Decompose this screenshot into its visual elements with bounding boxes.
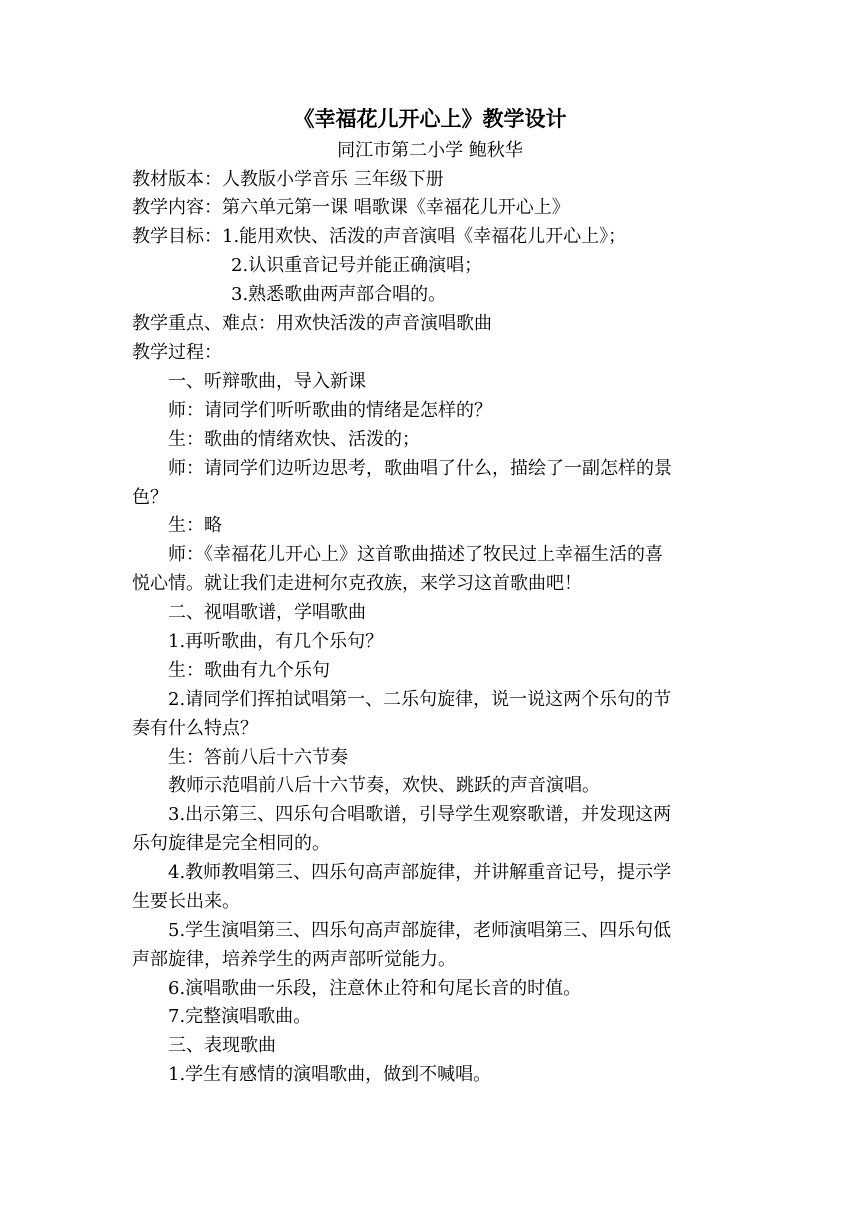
goal-line-2: 2.认识重音记号并能正确演唱； (231, 255, 483, 276)
section-heading-1: 一、听辩歌曲，导入新课 (168, 371, 366, 392)
paragraph-line: 1.再听歌曲，有几个乐句？ (168, 631, 384, 652)
paragraph-line: 乐句旋律是完全相同的。 (132, 833, 330, 854)
textbook-version-line: 教材版本：人教版小学音乐 三年级下册 (132, 169, 444, 190)
author-line: 同江市第二小学 鲍秋华 (337, 140, 523, 161)
paragraph-line: 师：请同学们听听歌曲的情绪是怎样的？ (168, 400, 492, 421)
paragraph-line: 教师示范唱前八后十六节奏，欢快、跳跃的声音演唱。 (168, 775, 600, 796)
paragraph-line: 生：答前八后十六节奏 (168, 747, 348, 768)
key-points-line: 教学重点、难点：用欢快活泼的声音演唱歌曲 (132, 313, 492, 334)
paragraph-line: 悦心情。就让我们走进柯尔克孜族，来学习这首歌曲吧！ (132, 573, 582, 594)
paragraph-line: 7.完整演唱歌曲。 (168, 1006, 312, 1027)
section-heading-2: 二、视唱歌谱，学唱歌曲 (168, 602, 366, 623)
section-heading-3: 三、表现歌曲 (168, 1035, 276, 1056)
paragraph-line: 生：歌曲的情绪欢快、活泼的； (168, 429, 420, 450)
goal-line-3: 3.熟悉歌曲两声部合唱的。 (231, 284, 447, 305)
paragraph-line: 生：略 (168, 515, 222, 536)
content-line: 教学内容：第六单元第一课 唱歌课《幸福花儿开心上》 (132, 197, 570, 218)
paragraph-line: 生：歌曲有九个乐句 (168, 660, 330, 681)
paragraph-line: 生要长出来。 (132, 891, 240, 912)
paragraph-line: 色？ (132, 487, 168, 508)
paragraph-line: 奏有什么特点？ (132, 718, 258, 739)
document-title: 《幸福花儿开心上》教学设计 (293, 107, 567, 131)
paragraph-line: 师：请同学们边听边思考，歌曲唱了什么，描绘了一副怎样的景 (168, 458, 672, 479)
paragraph-line: 4.教师教唱第三、四乐句高声部旋律，并讲解重音记号，提示学 (168, 862, 672, 883)
paragraph-line: 5.学生演唱第三、四乐句高声部旋律，老师演唱第三、四乐句低 (168, 920, 672, 941)
paragraph-line: 6.演唱歌曲一乐段，注意休止符和句尾长音的时值。 (168, 978, 582, 999)
paragraph-line: 3.出示第三、四乐句合唱歌谱，引导学生观察歌谱，并发现这两 (168, 804, 672, 825)
process-heading: 教学过程： (132, 342, 222, 363)
paragraph-line: 1.学生有感情的演唱歌曲，做到不喊唱。 (168, 1064, 492, 1085)
goal-line-1: 教学目标：1.能用欢快、活泼的声音演唱《幸福花儿开心上》； (132, 226, 627, 247)
paragraph-line: 声部旋律，培养学生的两声部听觉能力。 (132, 949, 456, 970)
paragraph-line: 2.请同学们挥拍试唱第一、二乐句旋律，说一说这两个乐句的节 (168, 689, 672, 710)
paragraph-line: 师：《幸福花儿开心上》这首歌曲描述了牧民过上幸福生活的喜 (168, 544, 663, 565)
